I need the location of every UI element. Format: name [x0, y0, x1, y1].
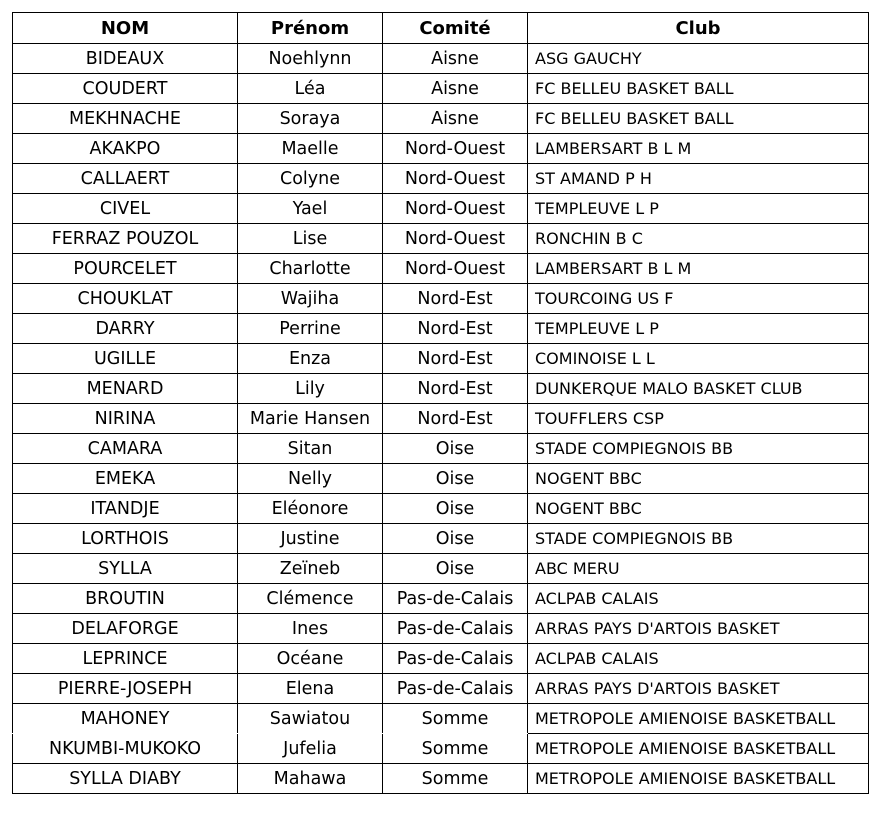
- cell-prenom: Eléonore: [238, 494, 383, 524]
- cell-nom: MEKHNACHE: [13, 104, 238, 134]
- cell-prenom: Sawiatou: [238, 704, 383, 734]
- cell-comite: Nord-Ouest: [383, 254, 528, 284]
- table-header-row: [13, 13, 869, 44]
- cell-comite: Aisne: [383, 74, 528, 104]
- cell-comite: Pas-de-Calais: [383, 614, 528, 644]
- cell-prenom: Yael: [238, 194, 383, 224]
- cell-club: FC BELLEU BASKET BALL: [528, 104, 869, 134]
- cell-comite: Oise: [383, 464, 528, 494]
- cell-nom: LORTHOIS: [13, 524, 238, 554]
- cell-nom: SYLLA DIABY: [13, 764, 238, 794]
- cell-club: RONCHIN B C: [528, 224, 869, 254]
- table-row: [13, 254, 869, 284]
- cell-club: LAMBERSART B L M: [528, 254, 869, 284]
- column-header-nom: NOM: [13, 13, 238, 44]
- table-row: [13, 284, 869, 314]
- cell-club: ST AMAND P H: [528, 164, 869, 194]
- cell-prenom: Soraya: [238, 104, 383, 134]
- cell-club: TOUFFLERS CSP: [528, 404, 869, 434]
- table-row: [13, 704, 869, 734]
- cell-club: ABC MERU: [528, 554, 869, 584]
- table-row: [13, 614, 869, 644]
- cell-club: STADE COMPIEGNOIS BB: [528, 524, 869, 554]
- cell-prenom: Enza: [238, 344, 383, 374]
- cell-comite: Nord-Est: [383, 314, 528, 344]
- cell-comite: Nord-Ouest: [383, 194, 528, 224]
- cell-nom: CALLAERT: [13, 164, 238, 194]
- cell-club: COMINOISE L L: [528, 344, 869, 374]
- cell-club: ARRAS PAYS D'ARTOIS BASKET: [528, 614, 869, 644]
- cell-club: DUNKERQUE MALO BASKET CLUB: [528, 374, 869, 404]
- cell-prenom: Lily: [238, 374, 383, 404]
- cell-comite: Oise: [383, 434, 528, 464]
- cell-club: TOURCOING US F: [528, 284, 869, 314]
- cell-prenom: Elena: [238, 674, 383, 704]
- cell-prenom: Zeïneb: [238, 554, 383, 584]
- table-row: [13, 374, 869, 404]
- cell-nom: POURCELET: [13, 254, 238, 284]
- table-row: [13, 104, 869, 134]
- cell-nom: LEPRINCE: [13, 644, 238, 674]
- cell-club: METROPOLE AMIENOISE BASKETBALL: [528, 764, 869, 794]
- table-row: [13, 74, 869, 104]
- cell-comite: Nord-Est: [383, 344, 528, 374]
- cell-comite: Nord-Est: [383, 374, 528, 404]
- column-header-prenom: Prénom: [238, 13, 383, 44]
- cell-club: TEMPLEUVE L P: [528, 314, 869, 344]
- table-row: [13, 404, 869, 434]
- cell-nom: DELAFORGE: [13, 614, 238, 644]
- table-row: [13, 584, 869, 614]
- table-row: [13, 344, 869, 374]
- cell-nom: SYLLA: [13, 554, 238, 584]
- cell-comite: Nord-Est: [383, 284, 528, 314]
- cell-comite: Somme: [383, 734, 528, 764]
- table-row: [13, 464, 869, 494]
- table-row: [13, 524, 869, 554]
- cell-prenom: Perrine: [238, 314, 383, 344]
- cell-prenom: Nelly: [238, 464, 383, 494]
- cell-prenom: Noehlynn: [238, 44, 383, 74]
- table-row: [13, 164, 869, 194]
- table-row: [13, 314, 869, 344]
- cell-nom: DARRY: [13, 314, 238, 344]
- cell-nom: NIRINA: [13, 404, 238, 434]
- cell-prenom: Ines: [238, 614, 383, 644]
- cell-prenom: Maelle: [238, 134, 383, 164]
- cell-nom: MENARD: [13, 374, 238, 404]
- cell-club: ARRAS PAYS D'ARTOIS BASKET: [528, 674, 869, 704]
- table-row: [13, 44, 869, 74]
- cell-comite: Oise: [383, 554, 528, 584]
- cell-nom: ITANDJE: [13, 494, 238, 524]
- column-header-comite: Comité: [383, 13, 528, 44]
- cell-nom: UGILLE: [13, 344, 238, 374]
- cell-nom: FERRAZ POUZOL: [13, 224, 238, 254]
- table-row: [13, 644, 869, 674]
- cell-nom: MAHONEY: [13, 704, 238, 734]
- cell-nom: CHOUKLAT: [13, 284, 238, 314]
- cell-nom: COUDERT: [13, 74, 238, 104]
- cell-comite: Pas-de-Calais: [383, 674, 528, 704]
- cell-nom: CAMARA: [13, 434, 238, 464]
- cell-nom: AKAKPO: [13, 134, 238, 164]
- table-row: [13, 134, 869, 164]
- table-row: [13, 764, 869, 794]
- cell-comite: Somme: [383, 764, 528, 794]
- cell-nom: PIERRE-JOSEPH: [13, 674, 238, 704]
- cell-comite: Nord-Ouest: [383, 164, 528, 194]
- table-row: [13, 434, 869, 464]
- cell-club: ACLPAB CALAIS: [528, 584, 869, 614]
- cell-comite: Somme: [383, 704, 528, 734]
- cell-nom: BROUTIN: [13, 584, 238, 614]
- table-row: [13, 194, 869, 224]
- cell-comite: Nord-Ouest: [383, 134, 528, 164]
- players-table: [12, 12, 869, 794]
- cell-prenom: Marie Hansen: [238, 404, 383, 434]
- table-row: [13, 224, 869, 254]
- cell-comite: Oise: [383, 524, 528, 554]
- cell-nom: EMEKA: [13, 464, 238, 494]
- cell-club: NOGENT BBC: [528, 464, 869, 494]
- cell-comite: Oise: [383, 494, 528, 524]
- cell-comite: Nord-Ouest: [383, 224, 528, 254]
- cell-comite: Nord-Est: [383, 404, 528, 434]
- cell-prenom: Lise: [238, 224, 383, 254]
- cell-prenom: Clémence: [238, 584, 383, 614]
- table-row: [13, 554, 869, 584]
- cell-club: ASG GAUCHY: [528, 44, 869, 74]
- cell-prenom: Wajiha: [238, 284, 383, 314]
- cell-prenom: Colyne: [238, 164, 383, 194]
- cell-club: ACLPAB CALAIS: [528, 644, 869, 674]
- table-row: [13, 674, 869, 704]
- cell-club: STADE COMPIEGNOIS BB: [528, 434, 869, 464]
- cell-comite: Pas-de-Calais: [383, 584, 528, 614]
- cell-club: METROPOLE AMIENOISE BASKETBALL: [528, 734, 869, 764]
- cell-club: LAMBERSART B L M: [528, 134, 869, 164]
- cell-prenom: Charlotte: [238, 254, 383, 284]
- cell-nom: BIDEAUX: [13, 44, 238, 74]
- cell-nom: NKUMBI-MUKOKO: [13, 734, 238, 764]
- cell-comite: Aisne: [383, 44, 528, 74]
- cell-club: FC BELLEU BASKET BALL: [528, 74, 869, 104]
- table-body: [13, 44, 869, 794]
- cell-club: TEMPLEUVE L P: [528, 194, 869, 224]
- table-row: [13, 734, 869, 764]
- cell-nom: CIVEL: [13, 194, 238, 224]
- cell-prenom: Jufelia: [238, 734, 383, 764]
- table-row: [13, 494, 869, 524]
- cell-prenom: Océane: [238, 644, 383, 674]
- cell-comite: Pas-de-Calais: [383, 644, 528, 674]
- cell-prenom: Mahawa: [238, 764, 383, 794]
- cell-comite: Aisne: [383, 104, 528, 134]
- cell-club: METROPOLE AMIENOISE BASKETBALL: [528, 704, 869, 734]
- cell-prenom: Sitan: [238, 434, 383, 464]
- cell-prenom: Léa: [238, 74, 383, 104]
- cell-club: NOGENT BBC: [528, 494, 869, 524]
- column-header-club: Club: [528, 13, 869, 44]
- cell-prenom: Justine: [238, 524, 383, 554]
